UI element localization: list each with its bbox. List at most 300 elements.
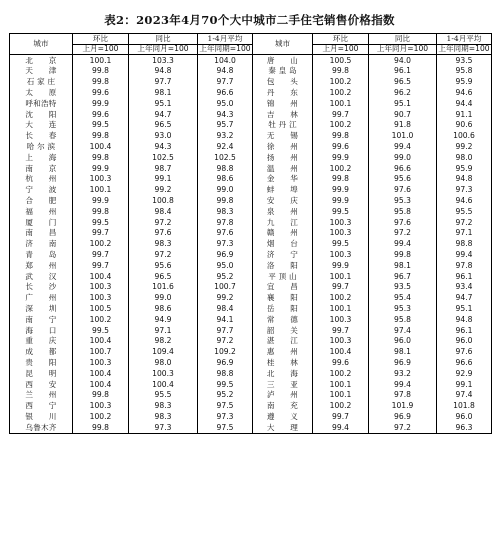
yoy-value-left: 97.2 <box>129 217 198 228</box>
header-row-main <box>10 34 492 45</box>
avg-value-right: 94.4 <box>437 98 492 109</box>
yoy-value-right: 97.6 <box>369 185 437 196</box>
avg-value-right: 97.1 <box>437 228 492 239</box>
avg-value-right: 93.4 <box>437 282 492 293</box>
city-name-right: 吉 林 <box>253 109 313 120</box>
city-name-left: 武 汉 <box>10 271 73 282</box>
avg-value-right: 94.8 <box>437 174 492 185</box>
yoy-value-right: 90.7 <box>369 109 437 120</box>
avg-value-right: 95.9 <box>437 77 492 88</box>
table-title: 表2：2023年4月70个大中城市二手住宅销售价格指数 <box>104 13 395 27</box>
yoy-value-right: 96.7 <box>369 271 437 282</box>
city-name-right: 襄 阳 <box>253 293 313 304</box>
yoy-value-right: 97.2 <box>369 228 437 239</box>
city-name-right: 锦 州 <box>253 98 313 109</box>
mom-value-right: 100.5 <box>313 55 369 66</box>
mom-value-left: 99.9 <box>73 163 129 174</box>
mom-value-right: 100.3 <box>313 228 369 239</box>
yoy-value-right: 98.1 <box>369 260 437 271</box>
table-row <box>10 163 492 174</box>
city-name-left: 贵 阳 <box>10 357 73 368</box>
avg-value-right: 94.7 <box>437 293 492 304</box>
table-row <box>10 98 492 109</box>
mom-value-left: 100.4 <box>73 141 129 152</box>
table-row <box>10 271 492 282</box>
yoy-value-left: 103.3 <box>129 55 198 66</box>
mom-value-left: 100.4 <box>73 271 129 282</box>
yoy-value-left: 99.1 <box>129 174 198 185</box>
table-row <box>10 109 492 120</box>
avg-value-right: 95.8 <box>437 66 492 77</box>
yoy-value-right: 97.2 <box>369 422 437 433</box>
avg-value-left: 98.8 <box>198 368 253 379</box>
city-name-left: 上 海 <box>10 152 73 163</box>
table-row <box>10 228 492 239</box>
mom-value-left: 99.7 <box>73 260 129 271</box>
city-name-left: 合 肥 <box>10 195 73 206</box>
city-name-left: 南 昌 <box>10 228 73 239</box>
table-row <box>10 206 492 217</box>
yoy-value-right: 93.2 <box>369 368 437 379</box>
avg-value-left: 96.9 <box>198 357 253 368</box>
avg-value-left: 109.2 <box>198 347 253 358</box>
table-row <box>10 336 492 347</box>
avg-value-left: 95.0 <box>198 98 253 109</box>
yoy-value-right: 97.4 <box>369 325 437 336</box>
yoy-value-right: 99.4 <box>369 239 437 250</box>
avg-base-right: 上年同期=100 <box>438 44 490 54</box>
avg-value-right: 100.6 <box>437 131 492 142</box>
mom-header-left: 环比 <box>73 34 129 45</box>
yoy-value-right: 93.5 <box>369 282 437 293</box>
avg-value-left: 93.2 <box>198 131 253 142</box>
yoy-value-left: 96.5 <box>129 120 198 131</box>
city-name-left: 石 家 庄 <box>10 77 73 88</box>
city-name-left: 银 川 <box>10 411 73 422</box>
table-row <box>10 195 492 206</box>
yoy-value-right: 99.8 <box>369 249 437 260</box>
mom-value-left: 100.1 <box>73 185 129 196</box>
mom-value-left: 100.3 <box>73 357 129 368</box>
yoy-value-left: 94.3 <box>129 141 198 152</box>
mom-value-right: 99.5 <box>313 239 369 250</box>
yoy-value-left: 95.1 <box>129 98 198 109</box>
mom-value-left: 100.3 <box>73 293 129 304</box>
avg-value-right: 97.3 <box>437 185 492 196</box>
city-name-right: 扬 州 <box>253 152 313 163</box>
city-name-right: 惠 州 <box>253 347 313 358</box>
city-name-right: 南 充 <box>253 401 313 412</box>
mom-value-right: 99.8 <box>313 131 369 142</box>
city-name-right: 桂 林 <box>253 357 313 368</box>
yoy-value-left: 97.2 <box>129 249 198 260</box>
avg-value-right: 94.6 <box>437 195 492 206</box>
avg-value-left: 98.6 <box>198 174 253 185</box>
avg-value-right: 96.0 <box>437 336 492 347</box>
avg-value-left: 104.0 <box>198 55 253 66</box>
mom-value-left: 99.9 <box>73 98 129 109</box>
city-name-left: 西 宁 <box>10 401 73 412</box>
mom-value-right: 100.2 <box>313 293 369 304</box>
avg-value-right: 94.8 <box>437 314 492 325</box>
city-name-left: 郑 州 <box>10 260 73 271</box>
table-row <box>10 152 492 163</box>
city-name-left: 兰 州 <box>10 390 73 401</box>
mom-value-right: 100.2 <box>313 163 369 174</box>
yoy-header-right: 同比 <box>369 34 437 45</box>
header-row-base <box>10 44 492 55</box>
mom-value-left: 99.8 <box>73 131 129 142</box>
city-name-right: 唐 山 <box>253 55 313 66</box>
mom-value-right: 99.9 <box>313 185 369 196</box>
yoy-value-right: 99.4 <box>369 141 437 152</box>
yoy-value-right: 99.4 <box>369 379 437 390</box>
city-name-left: 乌鲁木齐 <box>10 422 73 433</box>
table-row <box>10 293 492 304</box>
avg-value-left: 95.2 <box>198 390 253 401</box>
avg-value-right: 90.6 <box>437 120 492 131</box>
yoy-value-right: 95.6 <box>369 174 437 185</box>
city-name-left: 重 庆 <box>10 336 73 347</box>
mom-value-right: 100.3 <box>313 336 369 347</box>
avg-value-left: 99.2 <box>198 293 253 304</box>
city-name-left: 昆 明 <box>10 368 73 379</box>
city-name-right: 秦 皇 岛 <box>253 66 313 77</box>
city-name-left: 西 安 <box>10 379 73 390</box>
city-name-left: 厦 门 <box>10 217 73 228</box>
table-row <box>10 217 492 228</box>
avg-value-left: 94.1 <box>198 314 253 325</box>
table-row <box>10 66 492 77</box>
table-row <box>10 87 492 98</box>
mom-value-left: 100.7 <box>73 347 129 358</box>
avg-value-right: 92.9 <box>437 368 492 379</box>
mom-base-left: 上月=100 <box>73 44 129 55</box>
mom-value-left: 99.6 <box>73 87 129 98</box>
city-name-right: 泸 州 <box>253 390 313 401</box>
city-name-right: 牡 丹 江 <box>253 120 313 131</box>
yoy-value-left: 102.5 <box>129 152 198 163</box>
avg-value-left: 99.8 <box>198 195 253 206</box>
city-name-right: 金 华 <box>253 174 313 185</box>
city-name-left: 长 春 <box>10 131 73 142</box>
city-name-left: 沈 阳 <box>10 109 73 120</box>
mom-value-left: 99.9 <box>73 195 129 206</box>
mom-value-right: 100.1 <box>313 379 369 390</box>
city-name-right: 湛 江 <box>253 336 313 347</box>
table-row <box>10 120 492 131</box>
table-row <box>10 422 492 433</box>
city-header-right: 城市 <box>253 34 313 55</box>
avg-value-left: 97.3 <box>198 411 253 422</box>
yoy-value-right: 97.8 <box>369 390 437 401</box>
mom-value-right: 99.6 <box>313 141 369 152</box>
city-name-left: 深 圳 <box>10 303 73 314</box>
table-row <box>10 174 492 185</box>
avg-value-right: 96.1 <box>437 325 492 336</box>
mom-value-right: 99.4 <box>313 422 369 433</box>
city-name-left: 大 连 <box>10 120 73 131</box>
yoy-value-left: 94.7 <box>129 109 198 120</box>
yoy-value-left: 97.1 <box>129 325 198 336</box>
table-row <box>10 368 492 379</box>
mom-value-left: 100.2 <box>73 239 129 250</box>
price-index-table <box>9 33 492 434</box>
yoy-value-right: 96.2 <box>369 87 437 98</box>
avg-value-right: 96.1 <box>437 271 492 282</box>
mom-header-right: 环比 <box>313 34 369 45</box>
mom-value-right: 100.3 <box>313 314 369 325</box>
avg-value-right: 95.5 <box>437 206 492 217</box>
city-name-right: 韶 关 <box>253 325 313 336</box>
mom-value-right: 100.1 <box>313 303 369 314</box>
avg-header-left: 1-4月平均 <box>198 34 253 45</box>
table-row <box>10 131 492 142</box>
mom-value-left: 100.4 <box>73 379 129 390</box>
yoy-value-left: 98.6 <box>129 303 198 314</box>
yoy-value-left: 100.4 <box>129 379 198 390</box>
city-name-right: 无 锡 <box>253 131 313 142</box>
avg-value-right: 93.5 <box>437 55 492 66</box>
mom-value-left: 100.3 <box>73 282 129 293</box>
yoy-value-left: 98.3 <box>129 411 198 422</box>
avg-value-left: 102.5 <box>198 152 253 163</box>
table-row <box>10 55 492 66</box>
yoy-value-left: 94.9 <box>129 314 198 325</box>
table-row <box>10 411 492 422</box>
city-name-right: 北 海 <box>253 368 313 379</box>
city-name-left: 南 宁 <box>10 314 73 325</box>
city-name-right: 丹 东 <box>253 87 313 98</box>
yoy-value-right: 95.3 <box>369 303 437 314</box>
yoy-value-left: 97.3 <box>129 422 198 433</box>
table-row <box>10 303 492 314</box>
yoy-value-left: 99.0 <box>129 293 198 304</box>
yoy-value-left: 100.3 <box>129 368 198 379</box>
mom-value-right: 99.9 <box>313 195 369 206</box>
mom-value-left: 99.7 <box>73 228 129 239</box>
city-name-left: 天 津 <box>10 66 73 77</box>
mom-value-right: 100.1 <box>313 271 369 282</box>
mom-value-left: 100.3 <box>73 174 129 185</box>
city-name-left: 北 京 <box>10 55 73 66</box>
city-name-right: 赣 州 <box>253 228 313 239</box>
table-row <box>10 325 492 336</box>
yoy-value-left: 95.6 <box>129 260 198 271</box>
yoy-value-left: 98.1 <box>129 87 198 98</box>
mom-value-left: 99.8 <box>73 152 129 163</box>
city-name-right: 包 头 <box>253 77 313 88</box>
mom-value-right: 99.7 <box>313 109 369 120</box>
avg-value-right: 98.0 <box>437 152 492 163</box>
yoy-value-right: 98.1 <box>369 347 437 358</box>
city-name-right: 济 宁 <box>253 249 313 260</box>
yoy-value-right: 96.6 <box>369 163 437 174</box>
city-name-left: 哈 尔 滨 <box>10 141 73 152</box>
avg-value-left: 97.5 <box>198 422 253 433</box>
yoy-value-left: 98.7 <box>129 163 198 174</box>
yoy-value-left: 94.8 <box>129 66 198 77</box>
avg-value-left: 95.7 <box>198 120 253 131</box>
table-row <box>10 357 492 368</box>
mom-value-right: 100.2 <box>313 120 369 131</box>
mom-value-right: 99.9 <box>313 260 369 271</box>
avg-value-right: 98.8 <box>437 239 492 250</box>
mom-value-right: 99.6 <box>313 357 369 368</box>
avg-value-right: 95.9 <box>437 163 492 174</box>
table-row <box>10 401 492 412</box>
avg-value-left: 95.0 <box>198 260 253 271</box>
yoy-value-left: 97.7 <box>129 77 198 88</box>
mom-value-left: 99.5 <box>73 120 129 131</box>
mom-value-left: 99.5 <box>73 325 129 336</box>
avg-value-left: 97.2 <box>198 336 253 347</box>
city-name-right: 洛 阳 <box>253 260 313 271</box>
avg-value-left: 97.7 <box>198 325 253 336</box>
mom-value-left: 99.7 <box>73 249 129 260</box>
mom-value-left: 99.8 <box>73 422 129 433</box>
yoy-value-right: 95.8 <box>369 206 437 217</box>
city-name-right: 宜 昌 <box>253 282 313 293</box>
yoy-value-left: 95.5 <box>129 390 198 401</box>
avg-value-right: 96.0 <box>437 411 492 422</box>
table-row <box>10 249 492 260</box>
city-name-left: 长 沙 <box>10 282 73 293</box>
avg-value-right: 91.1 <box>437 109 492 120</box>
avg-value-left: 100.7 <box>198 282 253 293</box>
table-row <box>10 379 492 390</box>
mom-value-left: 100.2 <box>73 411 129 422</box>
city-name-left: 海 口 <box>10 325 73 336</box>
yoy-value-right: 96.0 <box>369 336 437 347</box>
mom-value-right: 99.8 <box>313 66 369 77</box>
yoy-value-right: 95.1 <box>369 98 437 109</box>
yoy-value-right: 99.0 <box>369 152 437 163</box>
table-row <box>10 77 492 88</box>
table-row <box>10 282 492 293</box>
avg-value-right: 101.8 <box>437 401 492 412</box>
mom-value-right: 100.2 <box>313 87 369 98</box>
city-name-right: 泉 州 <box>253 206 313 217</box>
city-header-left: 城市 <box>10 34 73 55</box>
avg-value-left: 96.9 <box>198 249 253 260</box>
avg-value-left: 92.4 <box>198 141 253 152</box>
avg-value-left: 96.6 <box>198 87 253 98</box>
city-name-left: 南 京 <box>10 163 73 174</box>
table-row <box>10 260 492 271</box>
city-name-right: 九 江 <box>253 217 313 228</box>
city-name-right: 徐 州 <box>253 141 313 152</box>
mom-value-right: 100.1 <box>313 390 369 401</box>
mom-value-right: 100.3 <box>313 217 369 228</box>
avg-value-left: 97.8 <box>198 217 253 228</box>
mom-value-right: 99.9 <box>313 152 369 163</box>
yoy-value-right: 101.9 <box>369 401 437 412</box>
yoy-value-left: 98.2 <box>129 336 198 347</box>
yoy-value-right: 95.8 <box>369 314 437 325</box>
yoy-value-left: 98.3 <box>129 401 198 412</box>
mom-value-left: 99.6 <box>73 109 129 120</box>
avg-value-left: 99.0 <box>198 185 253 196</box>
yoy-value-left: 97.6 <box>129 228 198 239</box>
mom-value-left: 99.8 <box>73 206 129 217</box>
city-name-right: 温 州 <box>253 163 313 174</box>
yoy-value-right: 97.6 <box>369 217 437 228</box>
city-name-left: 济 南 <box>10 239 73 250</box>
avg-value-right: 97.2 <box>437 217 492 228</box>
yoy-value-left: 101.6 <box>129 282 198 293</box>
mom-value-right: 99.7 <box>313 411 369 422</box>
city-name-right: 烟 台 <box>253 239 313 250</box>
table-row <box>10 185 492 196</box>
mom-value-right: 100.2 <box>313 77 369 88</box>
city-name-left: 成 都 <box>10 347 73 358</box>
avg-value-right: 99.1 <box>437 379 492 390</box>
mom-value-right: 99.7 <box>313 325 369 336</box>
mom-value-left: 99.8 <box>73 390 129 401</box>
mom-value-right: 100.3 <box>313 249 369 260</box>
avg-header-right: 1-4月平均 <box>437 34 492 45</box>
mom-value-left: 100.5 <box>73 303 129 314</box>
city-name-right: 常 德 <box>253 314 313 325</box>
yoy-value-left: 96.5 <box>129 271 198 282</box>
mom-value-left: 99.8 <box>73 66 129 77</box>
yoy-value-left: 98.0 <box>129 357 198 368</box>
yoy-value-left: 93.0 <box>129 131 198 142</box>
avg-value-left: 97.7 <box>198 77 253 88</box>
yoy-value-left: 100.8 <box>129 195 198 206</box>
yoy-value-right: 96.9 <box>369 411 437 422</box>
table-row <box>10 347 492 358</box>
yoy-value-right: 101.0 <box>369 131 437 142</box>
city-name-left: 福 州 <box>10 206 73 217</box>
mom-value-left: 100.3 <box>73 401 129 412</box>
city-name-right: 平 顶 山 <box>253 271 313 282</box>
mom-value-left: 100.4 <box>73 336 129 347</box>
yoy-value-left: 98.3 <box>129 239 198 250</box>
mom-base-right: 上月=100 <box>313 44 369 55</box>
city-name-left: 太 原 <box>10 87 73 98</box>
mom-value-left: 99.8 <box>73 77 129 88</box>
yoy-value-left: 99.2 <box>129 185 198 196</box>
city-name-right: 遵 义 <box>253 411 313 422</box>
avg-value-right: 99.4 <box>437 249 492 260</box>
mom-value-left: 100.2 <box>73 314 129 325</box>
avg-value-left: 98.4 <box>198 303 253 314</box>
city-name-right: 三 亚 <box>253 379 313 390</box>
avg-value-left: 94.8 <box>198 66 253 77</box>
mom-value-right: 100.2 <box>313 368 369 379</box>
city-name-left: 青 岛 <box>10 249 73 260</box>
mom-value-right: 100.2 <box>313 401 369 412</box>
yoy-value-right: 96.9 <box>369 357 437 368</box>
yoy-value-left: 109.4 <box>129 347 198 358</box>
avg-value-right: 97.6 <box>437 347 492 358</box>
table-row <box>10 390 492 401</box>
table-row <box>10 314 492 325</box>
yoy-value-left: 98.4 <box>129 206 198 217</box>
table-body <box>10 55 492 434</box>
city-name-right: 蚌 埠 <box>253 185 313 196</box>
yoy-base-right: 上年同月=100 <box>369 44 437 55</box>
mom-value-right: 99.5 <box>313 206 369 217</box>
yoy-value-right: 91.8 <box>369 120 437 131</box>
yoy-header-left: 同比 <box>129 34 198 45</box>
avg-value-left: 98.8 <box>198 163 253 174</box>
mom-value-left: 100.4 <box>73 368 129 379</box>
mom-value-left: 99.5 <box>73 217 129 228</box>
mom-value-left: 100.1 <box>73 55 129 66</box>
